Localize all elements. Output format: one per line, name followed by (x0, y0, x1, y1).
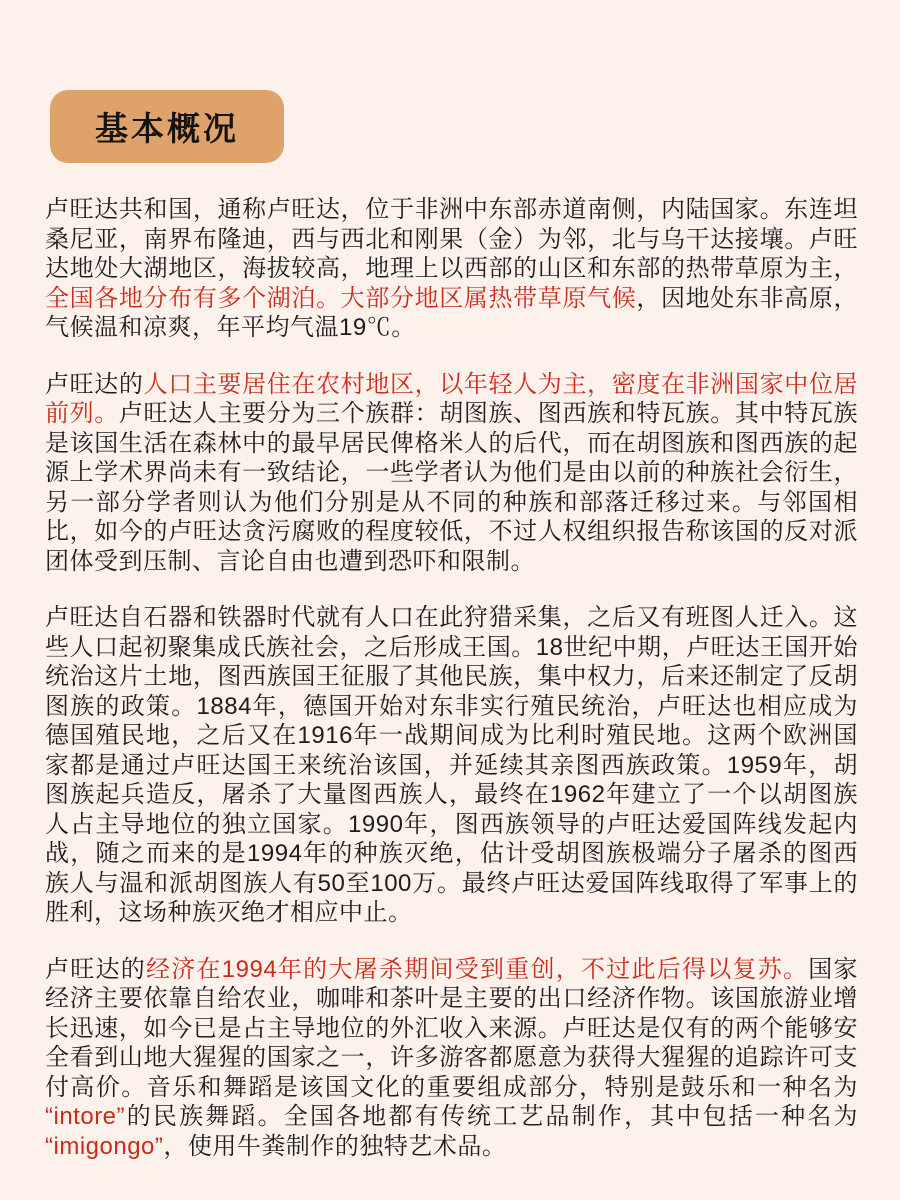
highlighted-term-intore: “intore” (45, 1103, 126, 1130)
text-segment: 卢旺达人主要分为三个族群：胡图族、图西族和特瓦族。其中特瓦族是该国生活在森林中的最早居民俾格米人的后代，而在胡图族和图西族的起源上学术界尚未有一致结论，一些学者认为他们是由以前的种族社会衍生，另一部分学者则认为他们分别是从不同的种族和部落迁移过来。与邻国相比，如今的卢旺达贪污腐败的程度较低，不过人权组织报告称该国的反对派团体受到压制、言论自由也遭到恐吓和限制。 (45, 400, 858, 575)
text-segment: 国家经济主要依靠自给农业，咖啡和茶叶是主要的出口经济作物。该国旅游业增长迅速，如今已是占主导地位的外汇收入来源。卢旺达是仅有的两个能够安全看到山地大猩猩的国家之一，许多游客都愿意为获得大猩猩的追踪许可支付高价。音乐和舞蹈是该国文化的重要组成部分，特别是鼓乐和一种名为 (45, 955, 859, 1101)
text-segment: ，因地处东非高原，气候温和凉爽，年平均气温19℃。 (45, 284, 858, 341)
highlighted-text-segment: 全国各地分布有多个湖泊。大部分地区属热带草原气候 (45, 284, 637, 312)
section-title: 基本概况 (95, 110, 239, 147)
article-body (45, 195, 858, 1161)
text-segment: 卢旺达的 (45, 955, 147, 983)
section-title-badge (50, 90, 284, 163)
highlighted-term-imigongo: “imigongo” (45, 1132, 164, 1160)
text-segment: 卢旺达共和国，通称卢旺达，位于非洲中东部赤道南侧，内陆国家。东连坦桑尼亚，南界布隆迪，西与西北和刚果（金）为邻，北与乌干达接壤。卢旺达地处大湖地区，海拔较高，地理上以西部的山区和东部的热带草原为主， (45, 196, 858, 282)
highlighted-text-segment: 人口主要居住在农村地区，以年轻人为主，密度在非洲国家中位居前列。 (45, 370, 858, 427)
text-segment: 的民族舞蹈。全国各地都有传统工艺品制作，其中包括一种名为 (125, 1103, 858, 1130)
paragraph-geography (45, 195, 858, 343)
paragraph-history (45, 603, 858, 928)
text-segment: 卢旺达自石器和铁器时代就有人口在此狩猎采集，之后又有班图人迁入。这些人口起初聚集成氏族社会，之后形成王国。18世纪中期，卢旺达王国开始统治这片土地，图西族国王征服了其他民族，集中权力，后来还制定了反胡图族的政策。1884年，德国开始对东非实行殖民统治，卢旺达也相应成为德国殖民地，之后又在1916年一战期间成为比利时殖民地。这两个欧洲国家都是通过卢旺达国王来统治该国，并延续其亲图西族政策。1959年，胡图族起兵造反，屠杀了大量图西族人，最终在1962年建立了一个以胡图族人占主导地位的独立国家。1990年，图西族领导的卢旺达爱国阵线发起内战，随之而来的是1994年的种族灭绝，估计受胡图族极端分子屠杀的图西族人与温和派胡图族人有50至100万。最终卢旺达爱国阵线取得了军事上的胜利，这场种族灭绝才相应中止。 (45, 604, 858, 926)
paragraph-population (45, 370, 858, 577)
paragraph-economy-culture (45, 955, 858, 1162)
text-segment: 卢旺达的 (45, 370, 144, 398)
highlighted-text-segment: 经济在1994年的大屠杀期间受到重创，不过此后得以复苏。 (146, 955, 809, 983)
text-segment: ，使用牛粪制作的独特艺术品。 (163, 1132, 507, 1160)
